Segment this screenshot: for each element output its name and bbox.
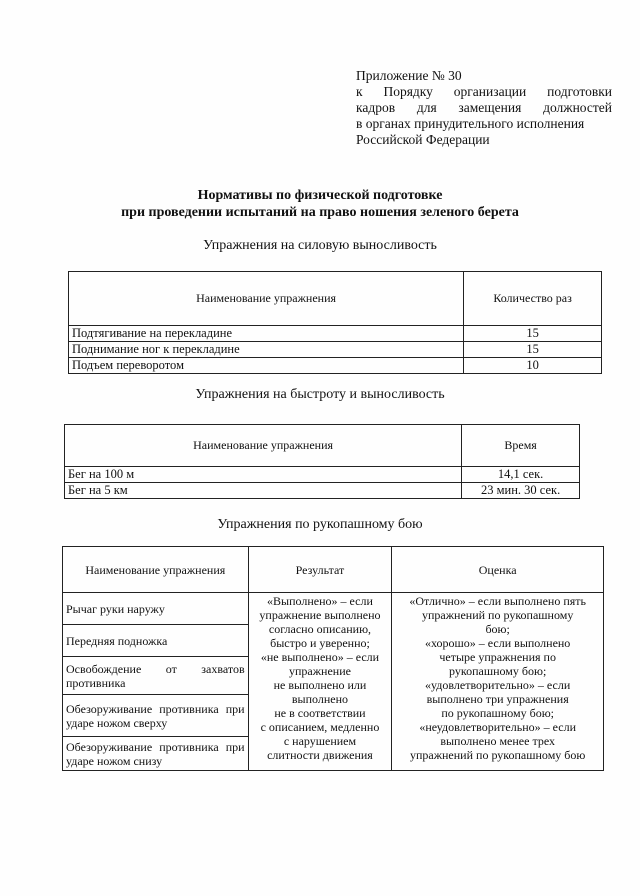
exercise-count: 15 — [464, 342, 602, 358]
exercise-name: Бег на 5 км — [65, 483, 462, 499]
section1-heading: Упражнения на силовую выносливость — [203, 238, 437, 253]
exercise-name: Подтягивание на перекладине — [69, 326, 464, 342]
section3-table — [62, 546, 604, 771]
section3-header-grade: Оценка — [392, 547, 604, 593]
section2-heading: Упражнения на быстроту и выносливость — [195, 387, 445, 402]
exercise-name: Подъем переворотом — [69, 358, 464, 374]
table-row — [65, 483, 580, 499]
annex-line-3: в органах принудительного исполнения — [356, 116, 585, 131]
result-line: не в соответствии — [274, 706, 366, 720]
document-title-line-2: при проведении испытаний на право ношения зеленого берета — [121, 205, 519, 220]
section3-heading: Упражнения по рукопашному бою — [217, 517, 423, 532]
annex-block — [356, 68, 612, 148]
section2-table — [64, 424, 580, 499]
result-line: согласно описанию, — [268, 622, 372, 636]
section1-table — [68, 271, 602, 374]
grade-line: рукопашному бою; — [449, 664, 547, 678]
grade-line: упражнений по рукопашному бою — [409, 748, 586, 762]
result-line: «не выполнено» – если — [260, 650, 380, 664]
grade-line: выполнено три упражнения — [426, 692, 569, 706]
exercise-count: 15 — [464, 326, 602, 342]
result-line: с нарушением — [283, 734, 357, 748]
exercise-name: Передняя подножка — [63, 625, 249, 657]
table-row — [63, 593, 604, 625]
annex-line-1: к Порядку организации подготовки — [356, 84, 612, 99]
exercise-count: 10 — [464, 358, 602, 374]
document-title — [0, 187, 640, 221]
grade-line: выполнено менее трех — [440, 734, 556, 748]
document-title-line-1: Нормативы по физической подготовке — [197, 188, 443, 203]
table-row — [69, 358, 602, 374]
exercise-name: Обезоруживание противника при ударе ножом снизу — [63, 737, 249, 771]
result-line: не выполнено или — [273, 678, 367, 692]
annex-line-4: Российской Федерации — [356, 132, 490, 147]
exercise-name: Освобождение от захватов противника — [63, 657, 249, 695]
table-row — [65, 467, 580, 483]
grade-line: «хорошо» – если выполнено — [425, 636, 571, 650]
grade-line: бою; — [485, 622, 510, 636]
result-line: быстро и уверенно; — [270, 636, 370, 650]
exercise-name: Бег на 100 м — [65, 467, 462, 483]
grade-criteria — [392, 593, 604, 771]
section3-header-name: Наименование упражнения — [63, 547, 249, 593]
exercise-time: 14,1 сек. — [462, 467, 580, 483]
annex-line-2: кадров для замещения должностей — [356, 100, 612, 115]
result-line: упражнение выполнено — [259, 608, 381, 622]
table-row — [69, 326, 602, 342]
table-row — [69, 342, 602, 358]
section2-header-value: Время — [462, 425, 580, 467]
grade-line: четыре упражнения по — [439, 650, 556, 664]
result-line: упражнение — [288, 664, 351, 678]
result-line: выполнено — [291, 692, 349, 706]
section1-header-value: Количество раз — [464, 272, 602, 326]
result-line: с описанием, медленно — [260, 720, 380, 734]
grade-line: «Отлично» – если выполнено пять — [409, 594, 586, 608]
exercise-name: Обезоруживание противника при ударе ножом сверху — [63, 695, 249, 737]
result-line: слитности движения — [267, 748, 373, 762]
exercise-name: Рычаг руки наружу — [63, 593, 249, 625]
exercise-time: 23 мин. 30 сек. — [462, 483, 580, 499]
grade-line: «неудовлетворительно» – если — [419, 720, 576, 734]
section3-header-result: Результат — [248, 547, 392, 593]
section2-header-name: Наименование упражнения — [65, 425, 462, 467]
grade-line: «удовлетворительно» – если — [425, 678, 571, 692]
section1-header-name: Наименование упражнения — [69, 272, 464, 326]
result-criteria — [248, 593, 392, 771]
annex-title: Приложение № 30 — [356, 68, 462, 83]
exercise-name: Поднимание ног к перекладине — [69, 342, 464, 358]
result-line: «Выполнено» – если — [267, 594, 373, 608]
grade-line: упражнений по рукопашному — [422, 608, 574, 622]
grade-line: по рукопашному бою; — [441, 706, 554, 720]
